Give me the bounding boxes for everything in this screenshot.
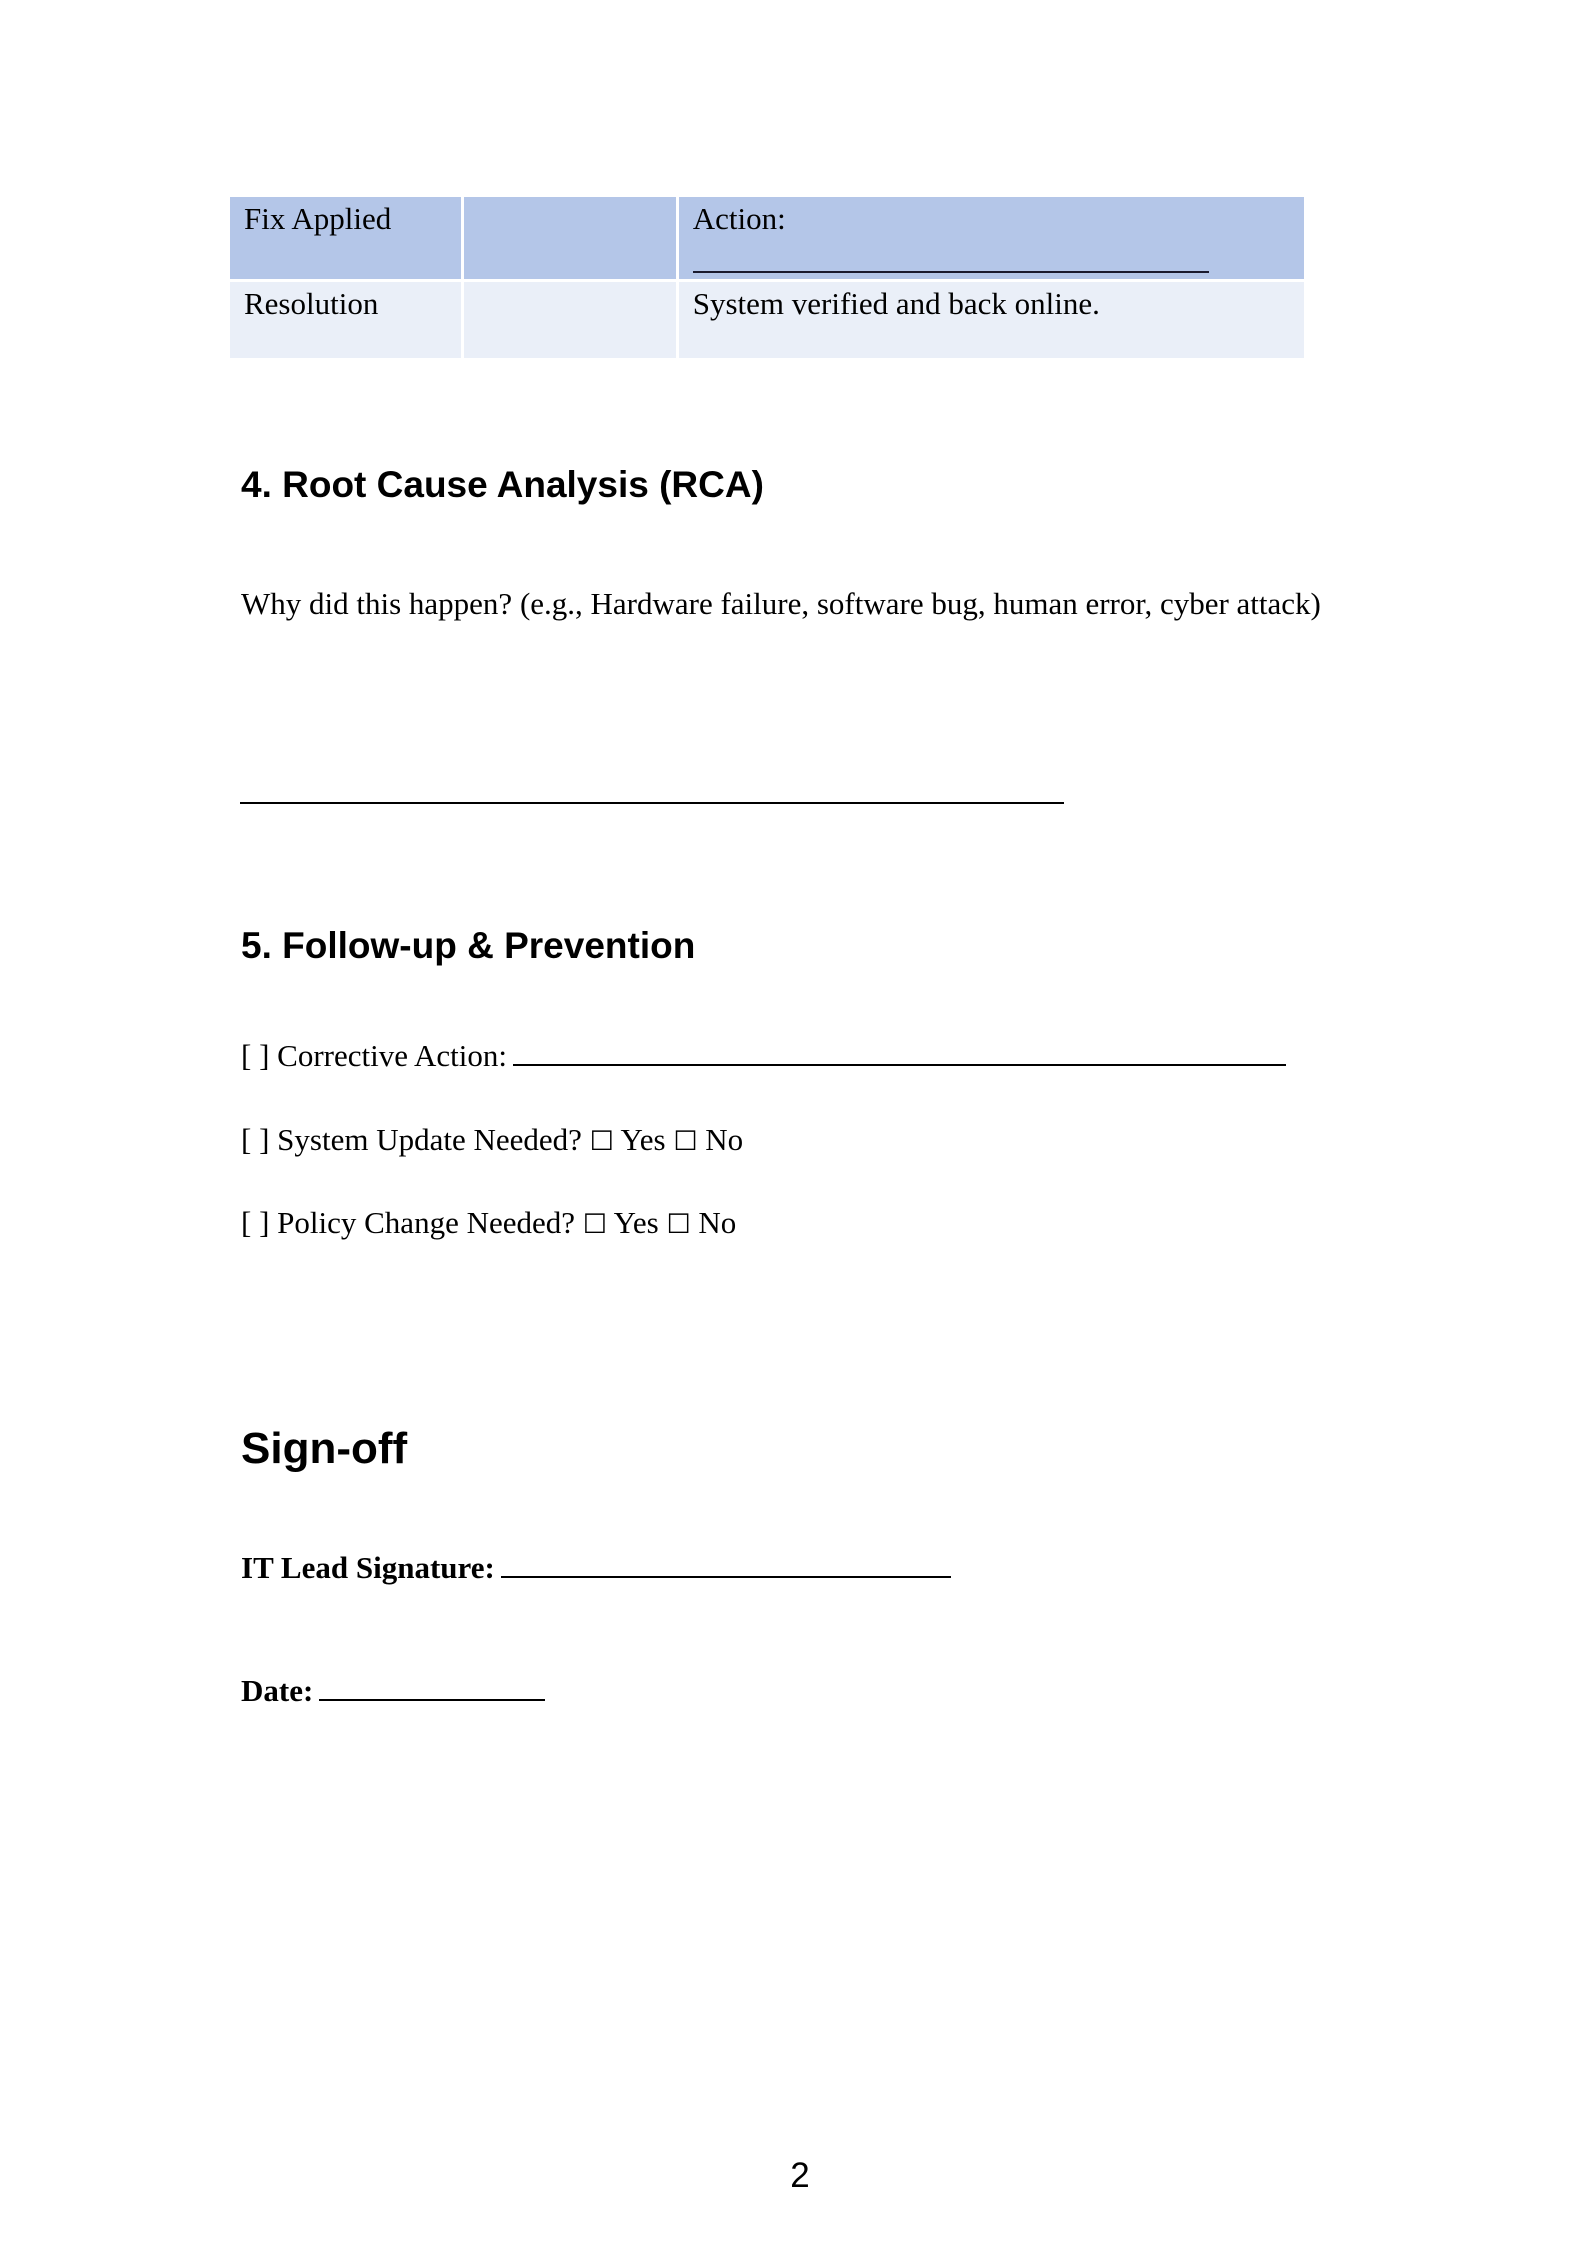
- system-update-checkbox[interactable]: [ ]: [241, 1122, 270, 1157]
- corrective-action-item: [241, 1036, 1286, 1076]
- table-cell-middle[interactable]: [463, 281, 677, 360]
- rca-prompt: Why did this happen? (e.g., Hardware failure, software bug, human error, cyber attack): [241, 586, 1321, 621]
- policy-change-item: [241, 1203, 736, 1245]
- table-cell-label: [229, 281, 463, 360]
- page-number: 2: [790, 2156, 810, 2195]
- table-row-fix-applied: [229, 196, 1306, 281]
- system-update-yes-checkbox-icon[interactable]: ☐: [589, 1126, 614, 1157]
- resolution-label: Resolution: [244, 286, 379, 321]
- system-update-no-label: No: [705, 1122, 744, 1157]
- rca-answer-line[interactable]: [240, 802, 1064, 804]
- fix-applied-label: Fix Applied: [244, 201, 392, 236]
- it-lead-signature-label: IT Lead Signature:: [241, 1550, 495, 1585]
- fix-applied-action-label: Action:: [692, 201, 786, 236]
- date-label: Date:: [241, 1673, 314, 1708]
- corrective-action-line[interactable]: [513, 1064, 1286, 1066]
- policy-change-yes-label: Yes: [613, 1205, 659, 1240]
- system-update-no-checkbox-icon[interactable]: ☐: [673, 1126, 698, 1157]
- resolution-detail-text: System verified and back online.: [692, 286, 1100, 321]
- corrective-action-checkbox[interactable]: [ ]: [241, 1038, 270, 1073]
- action-blank-line[interactable]: [693, 271, 1209, 273]
- system-update-label: System Update Needed?: [277, 1122, 582, 1157]
- table-cell-middle[interactable]: [463, 196, 677, 281]
- table-cell-detail: [677, 196, 1305, 281]
- it-lead-signature-line[interactable]: [501, 1576, 951, 1578]
- system-update-yes-label: Yes: [620, 1122, 666, 1157]
- signoff-heading: Sign-off: [241, 1424, 408, 1473]
- policy-change-no-label: No: [698, 1205, 737, 1240]
- table-cell-detail: [677, 281, 1305, 360]
- rca-heading: 4. Root Cause Analysis (RCA): [241, 464, 764, 505]
- system-update-item: [241, 1120, 743, 1162]
- policy-change-yes-checkbox-icon[interactable]: ☐: [582, 1209, 607, 1240]
- policy-change-no-checkbox-icon[interactable]: ☐: [666, 1209, 691, 1240]
- date-item: [241, 1671, 545, 1711]
- it-lead-signature-item: [241, 1548, 951, 1588]
- corrective-action-label: Corrective Action:: [277, 1038, 508, 1073]
- date-line[interactable]: [319, 1699, 545, 1701]
- incident-table: [227, 194, 1307, 361]
- policy-change-label: Policy Change Needed?: [277, 1205, 576, 1240]
- policy-change-checkbox[interactable]: [ ]: [241, 1205, 270, 1240]
- followup-heading: 5. Follow-up & Prevention: [241, 925, 696, 966]
- table-cell-label: [229, 196, 463, 281]
- table-row-resolution: [229, 281, 1306, 360]
